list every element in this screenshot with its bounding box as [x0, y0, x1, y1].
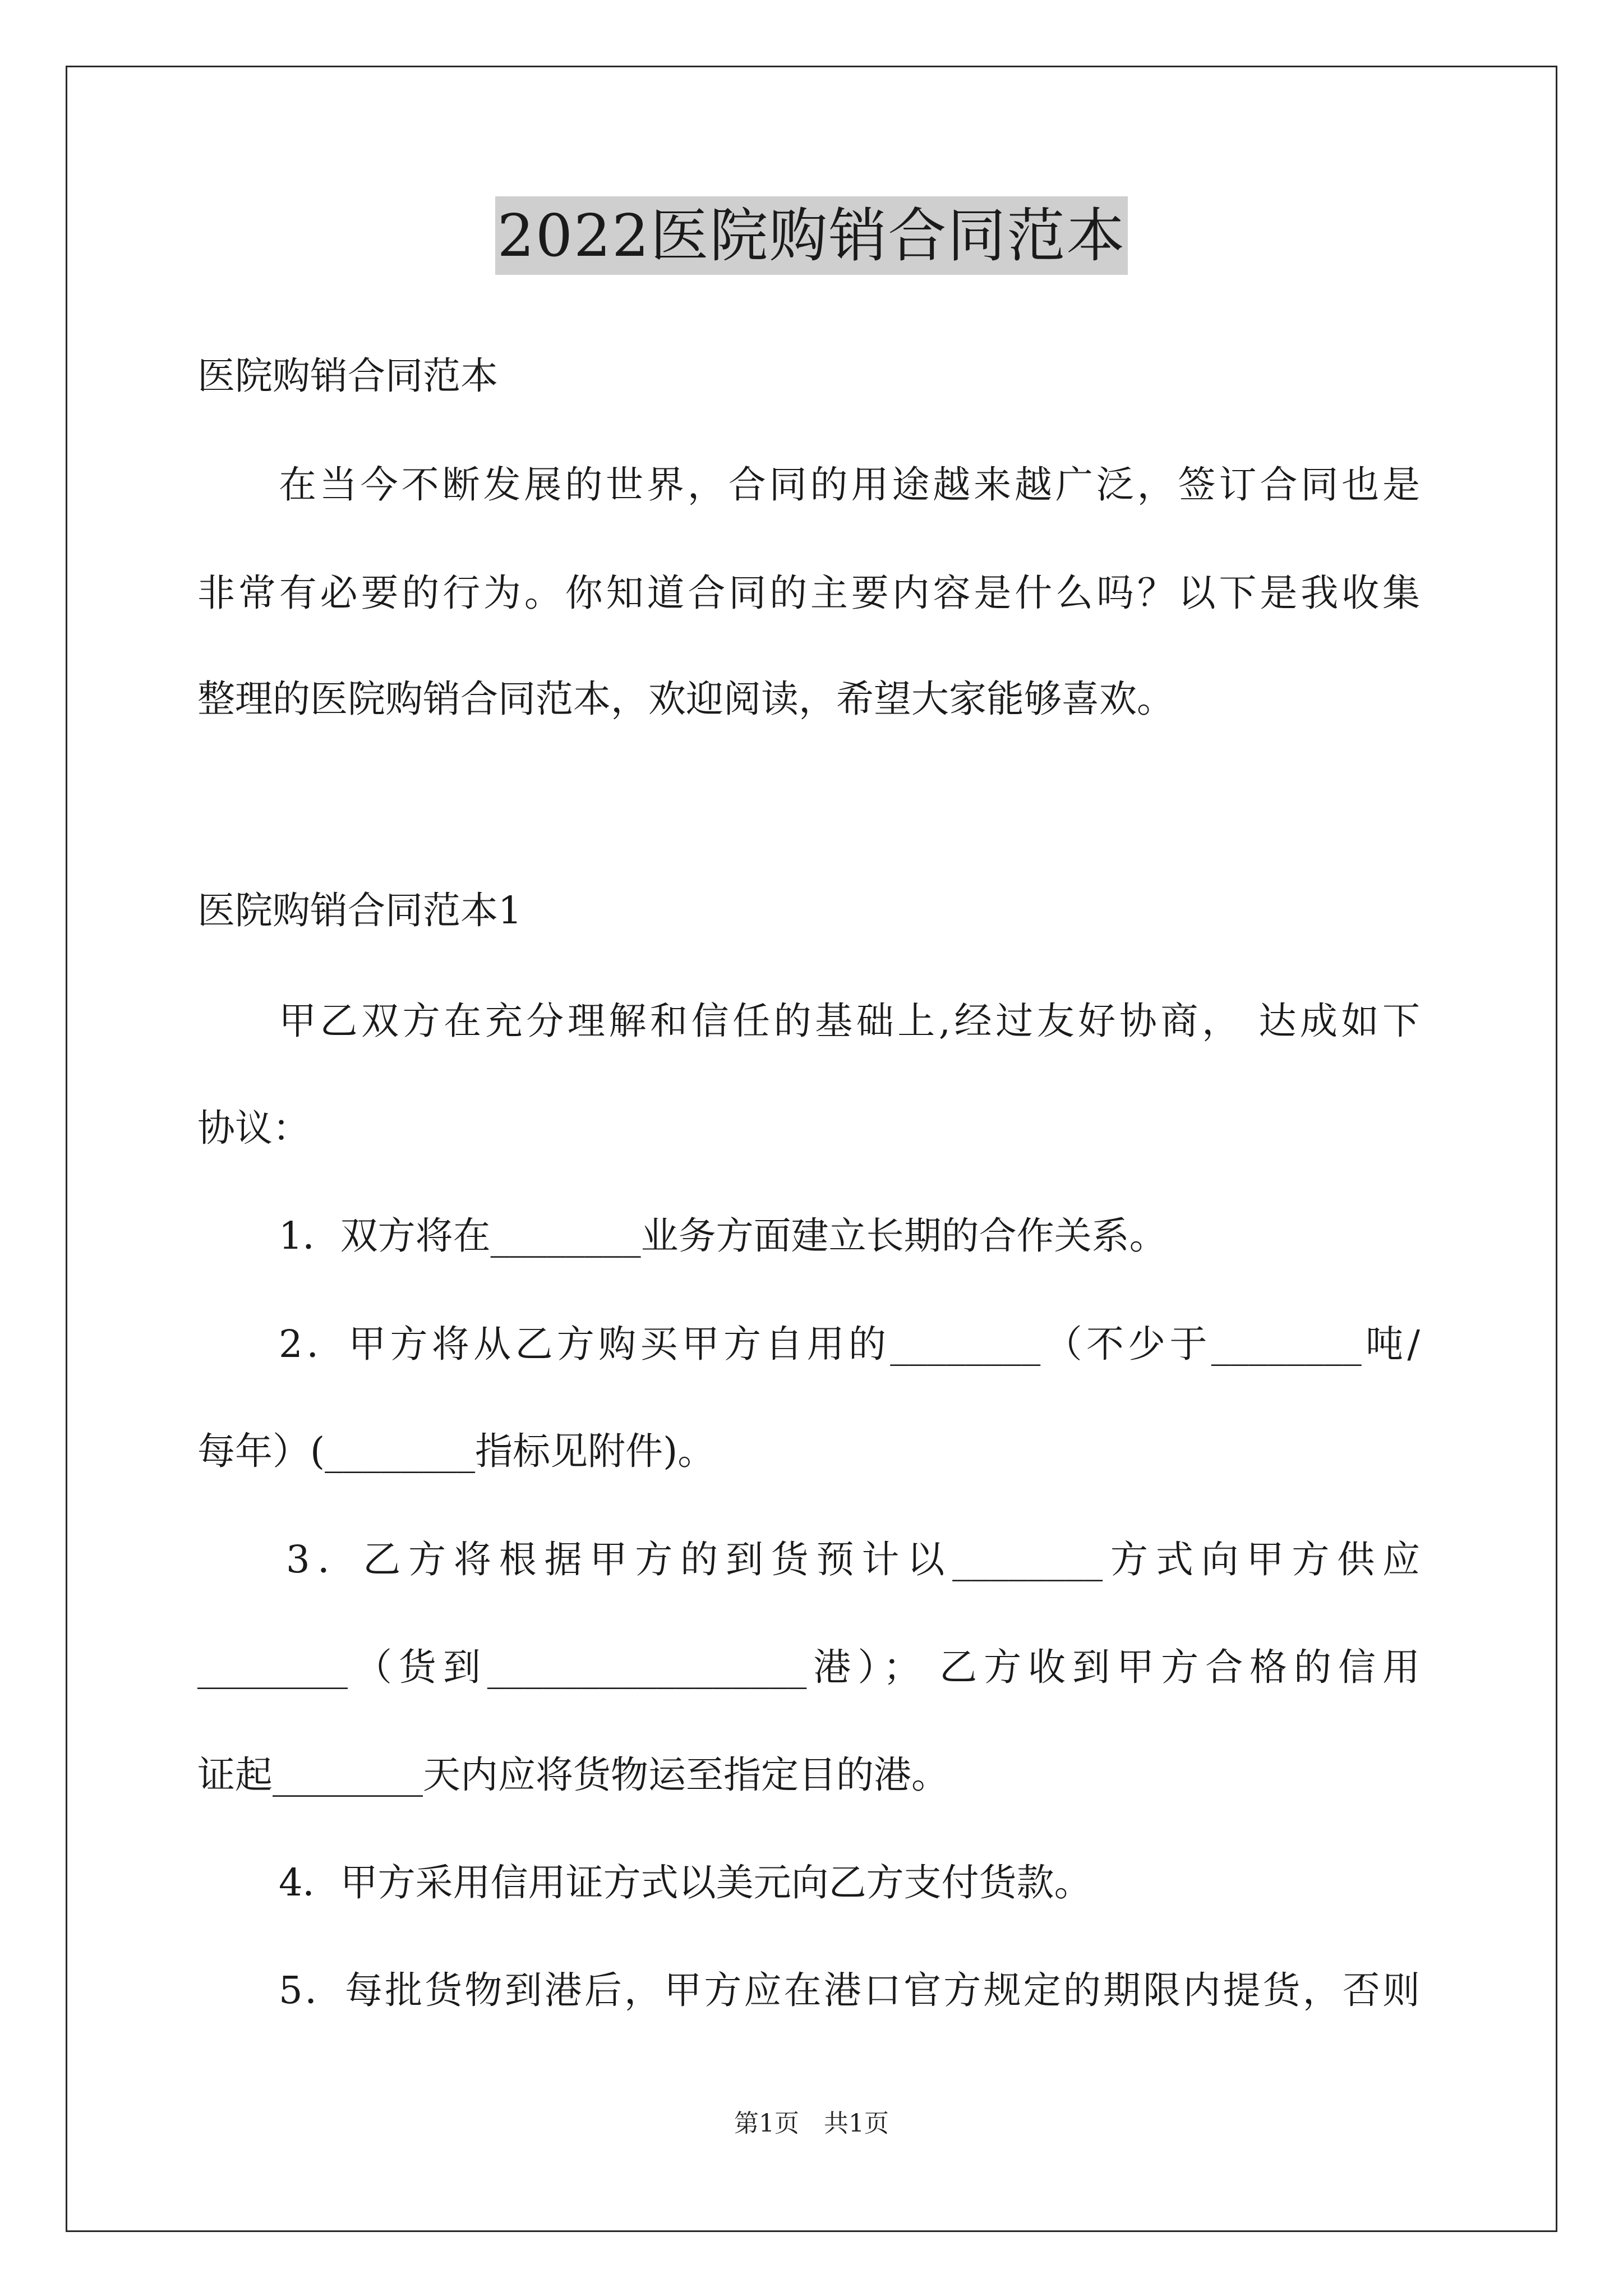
document-title-wrap — [0, 196, 1623, 275]
page-footer — [0, 2108, 1623, 2139]
section-heading: 医院购销合同范本1 — [197, 889, 522, 932]
clause-line: 3．乙方将根据甲方的到货预计以________方式向甲方供应 — [286, 1538, 1420, 1581]
clause-line: 4．甲方采用信用证方式以美元向乙方支付货款。 — [279, 1861, 1092, 1904]
clause-line: 5．每批货物到港后，甲方应在港口官方规定的期限内提货，否则 — [279, 1968, 1420, 2012]
intro-line: 非常有必要的行为。你知道合同的主要内容是什么吗？以下是我收集 — [197, 571, 1420, 615]
clause-line: 证起________天内应将货物运至指定目的港。 — [197, 1753, 949, 1797]
clause-line: 每年）(________指标见附件)。 — [197, 1429, 716, 1473]
clause-line: 2．甲方将从乙方购买甲方自用的________（不少于________吨/ — [279, 1322, 1420, 1366]
document-title: 2022医院购销合同范本 — [495, 196, 1128, 275]
page-total: 共1页 — [824, 2109, 889, 2138]
intro-line: 整理的医院购销合同范本，欢迎阅读，希望大家能够喜欢。 — [197, 677, 1174, 721]
document-subtitle: 医院购销合同范本 — [197, 354, 498, 398]
clause-line: ________（货到_________________港）； 乙方收到甲方合格的信用 — [197, 1645, 1420, 1689]
clause-line: 协议： — [197, 1106, 310, 1150]
clause-line: 甲乙双方在充分理解和信任的基础上,经过友好协商， 达成如下 — [279, 999, 1420, 1043]
intro-line: 在当今不断发展的世界，合同的用途越来越广泛，签订合同也是 — [279, 463, 1420, 507]
page-number: 第1页 — [734, 2109, 799, 2138]
clause-line: 1．双方将在________业务方面建立长期的合作关系。 — [279, 1214, 1167, 1258]
